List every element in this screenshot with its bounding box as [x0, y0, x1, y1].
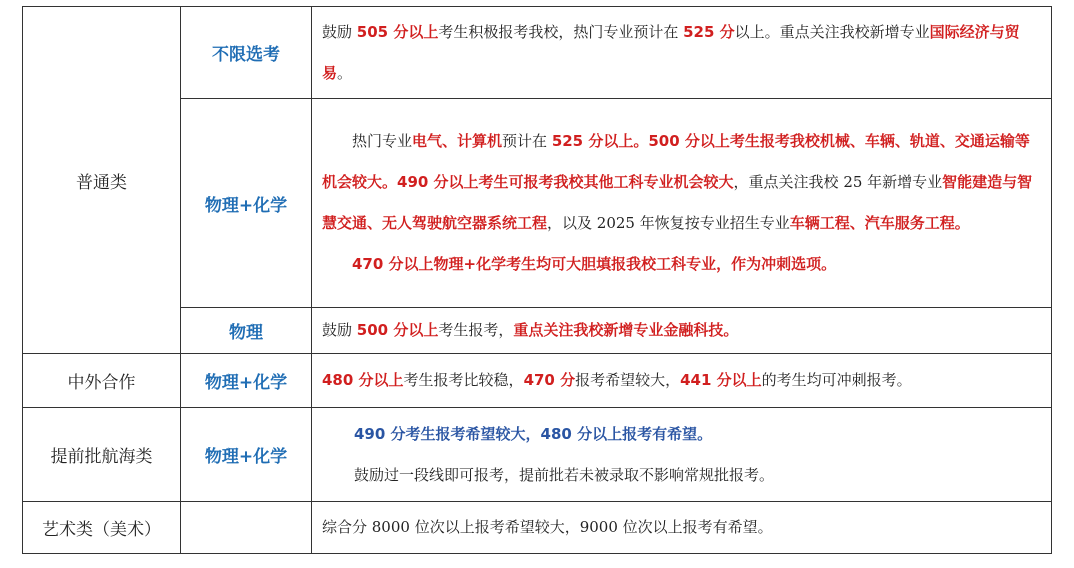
category-cell: 普通类 — [23, 7, 181, 354]
emphasis-text: 490 分考生报考希望较大，480 分以上报考有希望。 — [354, 424, 713, 443]
subject-cell: 物理+化学 — [181, 354, 312, 408]
table-row — [23, 7, 1052, 99]
subject-cell: 不限选考 — [181, 7, 312, 99]
description-line — [322, 310, 1041, 351]
admission-table — [22, 6, 1052, 554]
category-cell: 艺术类（美术） — [23, 502, 181, 554]
description-line — [322, 360, 1041, 401]
body-text: ，重点关注我校 25 年新增专业 — [733, 173, 943, 191]
category-cell: 提前批航海类 — [23, 408, 181, 502]
watermark-fade — [835, 512, 1045, 546]
body-text: 的考生均可冲刺报考。 — [761, 371, 912, 389]
description-line — [322, 12, 1041, 94]
description-cell — [312, 7, 1052, 99]
highlight-text: 重点关注我校新增专业金融科技。 — [513, 321, 739, 339]
description-line — [322, 121, 1041, 244]
category-cell: 中外合作 — [23, 354, 181, 408]
body-text: 综合分 8000 位次以上报考希望较大，9000 位次以上报考有希望。 — [322, 518, 773, 536]
highlight-text: 505 分以上 — [356, 22, 439, 41]
body-text: 考生积极报考我校，热门专业预计在 — [438, 22, 684, 41]
description-line — [322, 414, 1041, 455]
body-text: 预计在 — [502, 132, 552, 150]
body-text: 鼓励 — [322, 321, 357, 339]
highlight-text: 车辆工程、汽车服务工程。 — [789, 214, 970, 232]
description-line — [322, 455, 1041, 496]
table-row — [23, 408, 1052, 502]
body-text: 热门专业 — [352, 132, 413, 150]
highlight-text: 国际经济与贸易 — [322, 22, 1020, 82]
subject-cell: 物理 — [181, 308, 312, 354]
highlight-text: 470 分 — [523, 371, 576, 389]
description-cell — [312, 308, 1052, 354]
highlight-text: 470 分以上物理+化学考生均可大胆填报我校工科专业，作为冲刺选项。 — [352, 255, 837, 273]
body-text: ，以及 2025 年恢复按专业招生专业 — [547, 214, 790, 232]
body-text: 考生报考比较稳， — [403, 371, 524, 389]
body-text: 以上。重点关注我校新增专业 — [734, 22, 930, 41]
subject-cell: 物理+化学 — [181, 99, 312, 308]
table-row — [23, 354, 1052, 408]
body-text: 鼓励过一段线即可报考，提前批若未被录取不影响常规批报考。 — [354, 465, 775, 484]
body-text: 报考希望较大， — [575, 371, 681, 389]
body-text: 鼓励 — [322, 22, 357, 41]
highlight-text: 441 分以上 — [680, 371, 762, 389]
description-cell — [312, 354, 1052, 408]
description-line — [322, 244, 1041, 285]
description-cell — [312, 408, 1052, 502]
highlight-text: 500 分以上 — [356, 321, 439, 339]
highlight-text: 电气、计算机 — [412, 132, 503, 150]
highlight-text: 智能建造与智慧交通、无人驾驶航空器系统工程 — [322, 173, 1033, 232]
subject-cell: 物理+化学 — [181, 408, 312, 502]
highlight-text: 525 分 — [683, 22, 735, 41]
highlight-text: 525 分以上。500 分以上考生报考我校机械、车辆、轨道、交通运输等机会较大。490 分以上考生可报考我校其他工科专业机会较大 — [322, 132, 1030, 191]
highlight-text: 480 分以上 — [322, 371, 404, 389]
subject-cell — [181, 502, 312, 554]
description-cell — [312, 99, 1052, 308]
body-text: 。 — [337, 63, 353, 82]
body-text: 考生报考， — [438, 321, 514, 339]
